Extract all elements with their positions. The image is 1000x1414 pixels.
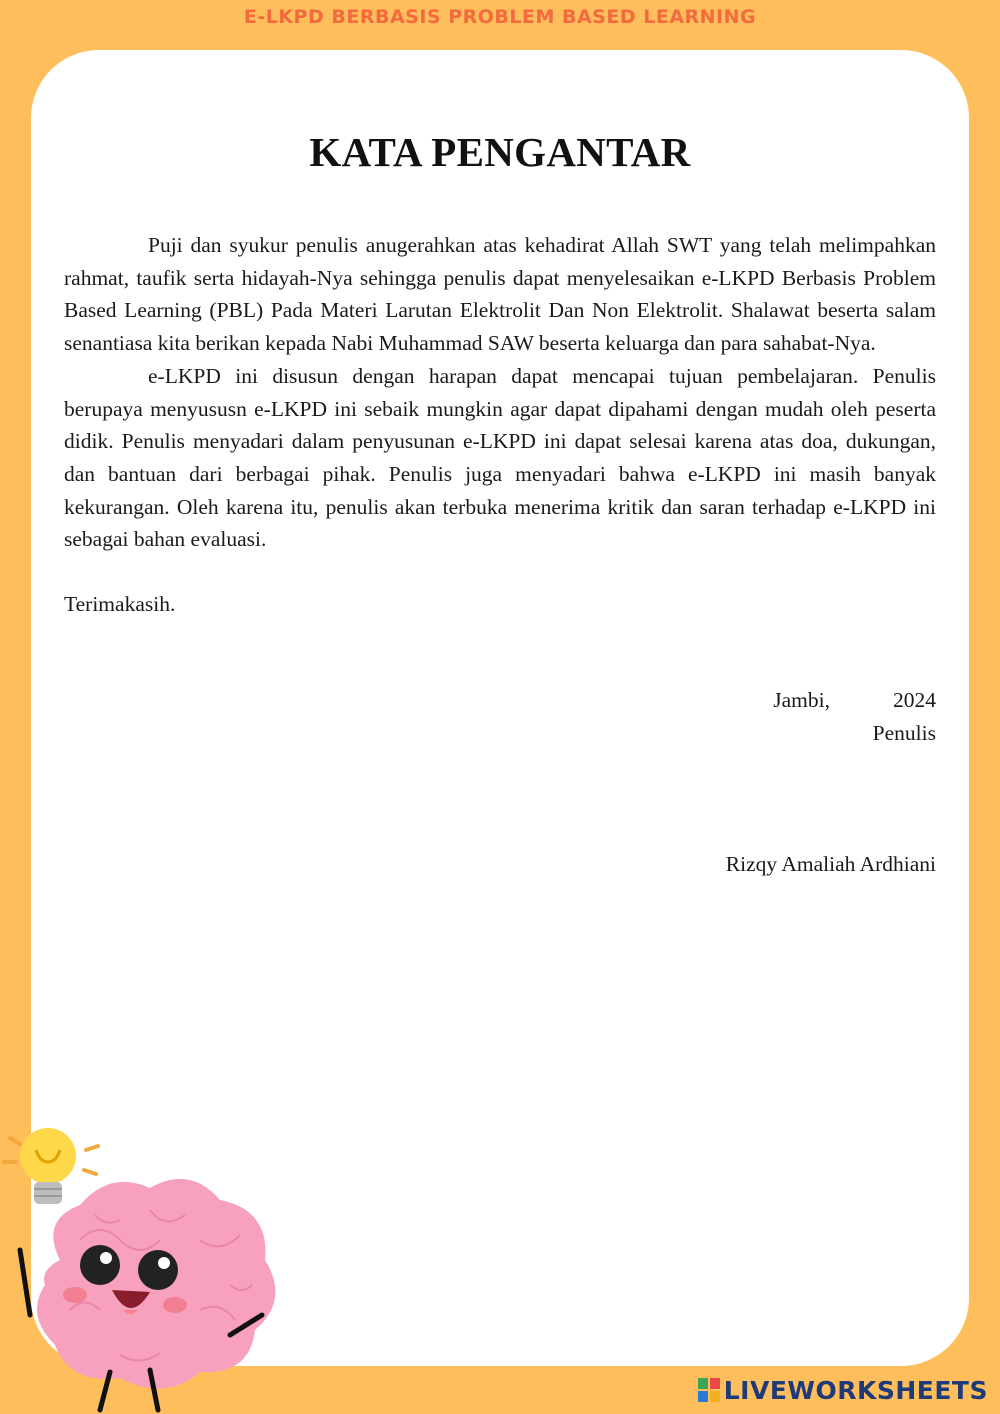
body-text: [64, 229, 936, 621]
paragraph-1: Puji dan syukur penulis anugerahkan atas kehadirat Allah SWT yang telah melimpahkan rahmat, taufik serta hidayah-Nya sehingga penulis dapat menyelesaikan e-LKPD Berbasis Problem Based Learning (PBL) Pada Materi Larutan Elektrolit Dan Non Elektrolit. Shalawat beserta salam senantiasa kita berikan kepada Nabi Muhammad SAW beserta keluarga dan para sahabat-Nya.: [64, 233, 936, 356]
paragraph-2: e-LKPD ini disusun dengan harapan dapat mencapai tujuan pembelajaran. Penulis berupaya menyususn e-LKPD ini sebaik mungkin agar dapat dipahami dengan mudah oleh peserta didik. Penulis menyadari dalam penyusunan e-LKPD ini dapat selesai karena atas doa, dukungan, dan bantuan dari berbagai pihak. Penulis juga menyadari bahwa e-LKPD ini masih banyak kekurangan. Oleh karena itu, penulis akan terbuka menerima kritik dan saran terhadap e-LKPD ini sebagai bahan evaluasi.: [64, 363, 936, 552]
liveworksheets-logo-icon: [698, 1378, 720, 1402]
signature-city: Jambi,: [773, 688, 830, 712]
page-title: KATA PENGANTAR: [309, 129, 691, 175]
liveworksheets-brand[interactable]: [698, 1374, 988, 1406]
signature-place-date: [636, 688, 936, 713]
closing-text: Terimakasih.: [64, 592, 176, 617]
liveworksheets-label: LIVEWORKSHEETS: [723, 1375, 988, 1405]
lightbulb-icon: [4, 1128, 98, 1204]
brain-mascot-icon: [0, 1110, 300, 1414]
signature-year: 2024: [893, 688, 936, 712]
signature-name: Rizqy Amaliah Ardhiani: [725, 852, 936, 876]
header-title: E-LKPD BERBASIS PROBLEM BASED LEARNING: [243, 6, 757, 28]
signature-role: Penulis: [872, 721, 936, 745]
